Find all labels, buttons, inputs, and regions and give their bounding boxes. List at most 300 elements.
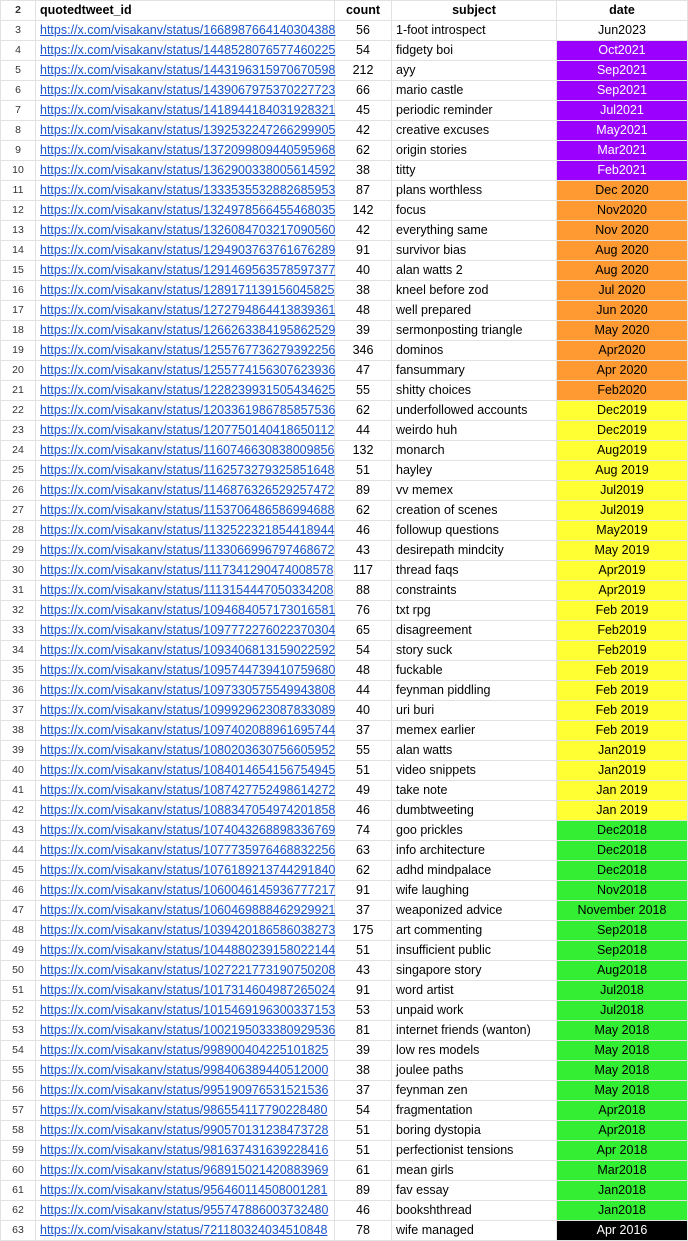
quotedtweet-id-cell[interactable] (36, 121, 335, 141)
quotedtweet-id-cell[interactable] (36, 361, 335, 381)
subject-cell[interactable]: disagreement (392, 621, 557, 641)
tweet-link[interactable]: https://x.com/visakanv/status/1289171139156045825 (40, 283, 335, 297)
tweet-link[interactable]: https://x.com/visakanv/status/1015469196300337153 (40, 1003, 336, 1017)
quotedtweet-id-cell[interactable] (36, 1101, 335, 1121)
row-number[interactable]: 29 (1, 541, 36, 561)
column-header-quotedtweet-id[interactable]: quotedtweet_id (36, 1, 335, 21)
subject-cell[interactable]: txt rpg (392, 601, 557, 621)
subject-cell[interactable]: titty (392, 161, 557, 181)
quotedtweet-id-cell[interactable] (36, 341, 335, 361)
date-cell[interactable]: Mar2021 (557, 141, 688, 161)
count-cell[interactable]: 142 (335, 201, 392, 221)
count-cell[interactable]: 51 (335, 941, 392, 961)
subject-cell[interactable]: bookshthread (392, 1201, 557, 1221)
row-number[interactable]: 52 (1, 1001, 36, 1021)
row-number[interactable]: 43 (1, 821, 36, 841)
quotedtweet-id-cell[interactable] (36, 61, 335, 81)
date-cell[interactable]: Aug2018 (557, 961, 688, 981)
date-cell[interactable]: Feb 2019 (557, 721, 688, 741)
count-cell[interactable]: 51 (335, 1141, 392, 1161)
tweet-link[interactable]: https://x.com/visakanv/status/1162573279325851648 (40, 463, 335, 477)
count-cell[interactable]: 43 (335, 541, 392, 561)
subject-cell[interactable]: vv memex (392, 481, 557, 501)
count-cell[interactable]: 44 (335, 421, 392, 441)
row-number[interactable]: 15 (1, 261, 36, 281)
quotedtweet-id-cell[interactable] (36, 861, 335, 881)
count-cell[interactable]: 212 (335, 61, 392, 81)
date-cell[interactable]: Aug 2020 (557, 241, 688, 261)
row-number[interactable]: 35 (1, 661, 36, 681)
subject-cell[interactable]: wife laughing (392, 881, 557, 901)
count-cell[interactable]: 46 (335, 801, 392, 821)
subject-cell[interactable]: dumbtweeting (392, 801, 557, 821)
date-cell[interactable]: Jul2018 (557, 981, 688, 1001)
subject-cell[interactable]: video snippets (392, 761, 557, 781)
row-number[interactable]: 62 (1, 1201, 36, 1221)
quotedtweet-id-cell[interactable] (36, 621, 335, 641)
row-number[interactable]: 23 (1, 421, 36, 441)
quotedtweet-id-cell[interactable] (36, 501, 335, 521)
subject-cell[interactable]: uri buri (392, 701, 557, 721)
date-cell[interactable]: Jan2018 (557, 1201, 688, 1221)
count-cell[interactable]: 37 (335, 721, 392, 741)
tweet-link[interactable]: https://x.com/visakanv/status/1443196315970670598 (40, 63, 336, 77)
tweet-link[interactable]: https://x.com/visakanv/status/1113154447050334208 (40, 583, 334, 597)
date-cell[interactable]: Apr2018 (557, 1101, 688, 1121)
tweet-link[interactable]: https://x.com/visakanv/status/1392532247266299905 (40, 123, 336, 137)
row-number[interactable]: 16 (1, 281, 36, 301)
tweet-link[interactable]: https://x.com/visakanv/status/1203361986785857536 (40, 403, 336, 417)
date-cell[interactable]: May 2018 (557, 1021, 688, 1041)
count-cell[interactable]: 76 (335, 601, 392, 621)
count-cell[interactable]: 62 (335, 141, 392, 161)
subject-cell[interactable]: internet friends (wanton) (392, 1021, 557, 1041)
date-cell[interactable]: May2021 (557, 121, 688, 141)
date-cell[interactable]: Jul2018 (557, 1001, 688, 1021)
row-number[interactable]: 3 (1, 21, 36, 41)
row-number[interactable]: 22 (1, 401, 36, 421)
row-number[interactable]: 46 (1, 881, 36, 901)
row-number[interactable]: 50 (1, 961, 36, 981)
quotedtweet-id-cell[interactable] (36, 521, 335, 541)
date-cell[interactable]: Jun 2020 (557, 301, 688, 321)
subject-cell[interactable]: feynman zen (392, 1081, 557, 1101)
tweet-link[interactable]: https://x.com/visakanv/status/1324978566455468035 (40, 203, 336, 217)
count-cell[interactable]: 56 (335, 21, 392, 41)
tweet-link[interactable]: https://x.com/visakanv/status/955747886003732480 (40, 1203, 329, 1217)
tweet-link[interactable]: https://x.com/visakanv/status/986554117790228480 (40, 1103, 328, 1117)
quotedtweet-id-cell[interactable] (36, 821, 335, 841)
date-cell[interactable]: Apr2020 (557, 341, 688, 361)
subject-cell[interactable]: dominos (392, 341, 557, 361)
quotedtweet-id-cell[interactable] (36, 701, 335, 721)
tweet-link[interactable]: https://x.com/visakanv/status/1044880239158022144 (40, 943, 336, 957)
date-cell[interactable]: May2019 (557, 521, 688, 541)
quotedtweet-id-cell[interactable] (36, 421, 335, 441)
count-cell[interactable]: 78 (335, 1221, 392, 1241)
date-cell[interactable]: Jul 2020 (557, 281, 688, 301)
count-cell[interactable]: 47 (335, 361, 392, 381)
quotedtweet-id-cell[interactable] (36, 241, 335, 261)
tweet-link[interactable]: https://x.com/visakanv/status/1160746630838009856 (40, 443, 335, 457)
tweet-link[interactable]: https://x.com/visakanv/status/1099929623087833089 (40, 703, 336, 717)
count-cell[interactable]: 40 (335, 261, 392, 281)
subject-cell[interactable]: mean girls (392, 1161, 557, 1181)
tweet-link[interactable]: https://x.com/visakanv/status/1017314604987265024 (40, 983, 336, 997)
row-number[interactable]: 8 (1, 121, 36, 141)
subject-cell[interactable]: memex earlier (392, 721, 557, 741)
count-cell[interactable]: 89 (335, 481, 392, 501)
date-cell[interactable]: Dec2018 (557, 841, 688, 861)
quotedtweet-id-cell[interactable] (36, 1061, 335, 1081)
subject-cell[interactable]: plans worthless (392, 181, 557, 201)
count-cell[interactable]: 91 (335, 981, 392, 1001)
tweet-link[interactable]: https://x.com/visakanv/status/956460114508001281 (40, 1183, 328, 1197)
row-number[interactable]: 5 (1, 61, 36, 81)
row-number[interactable]: 26 (1, 481, 36, 501)
quotedtweet-id-cell[interactable] (36, 301, 335, 321)
date-cell[interactable]: May 2018 (557, 1081, 688, 1101)
subject-cell[interactable]: boring dystopia (392, 1121, 557, 1141)
quotedtweet-id-cell[interactable] (36, 921, 335, 941)
tweet-link[interactable]: https://x.com/visakanv/status/1060046145936777217 (40, 883, 336, 897)
date-cell[interactable]: Feb2019 (557, 641, 688, 661)
count-cell[interactable]: 54 (335, 1101, 392, 1121)
tweet-link[interactable]: https://x.com/visakanv/status/981637431639228416 (40, 1143, 329, 1157)
quotedtweet-id-cell[interactable] (36, 381, 335, 401)
count-cell[interactable]: 44 (335, 681, 392, 701)
quotedtweet-id-cell[interactable] (36, 201, 335, 221)
count-cell[interactable]: 38 (335, 281, 392, 301)
date-cell[interactable]: Jan 2019 (557, 801, 688, 821)
subject-cell[interactable]: insufficient public (392, 941, 557, 961)
count-cell[interactable]: 175 (335, 921, 392, 941)
date-cell[interactable]: Dec2019 (557, 401, 688, 421)
count-cell[interactable]: 51 (335, 461, 392, 481)
count-cell[interactable]: 132 (335, 441, 392, 461)
date-cell[interactable]: Jan2019 (557, 741, 688, 761)
tweet-link[interactable]: https://x.com/visakanv/status/1418944184031928321 (40, 103, 336, 117)
subject-cell[interactable]: goo prickles (392, 821, 557, 841)
count-cell[interactable]: 63 (335, 841, 392, 861)
subject-cell[interactable]: unpaid work (392, 1001, 557, 1021)
row-number[interactable]: 51 (1, 981, 36, 1001)
date-cell[interactable]: Nov 2020 (557, 221, 688, 241)
row-number[interactable]: 63 (1, 1221, 36, 1241)
tweet-link[interactable]: https://x.com/visakanv/status/1095744739410759680 (40, 663, 336, 677)
tweet-link[interactable]: https://x.com/visakanv/status/1255767736279392256 (40, 343, 336, 357)
tweet-link[interactable]: https://x.com/visakanv/status/1074043268898336769 (40, 823, 336, 837)
date-cell[interactable]: Apr2019 (557, 561, 688, 581)
count-cell[interactable]: 61 (335, 1161, 392, 1181)
subject-cell[interactable]: low res models (392, 1041, 557, 1061)
count-cell[interactable]: 55 (335, 381, 392, 401)
row-number[interactable]: 45 (1, 861, 36, 881)
column-header-count[interactable]: count (335, 1, 392, 21)
quotedtweet-id-cell[interactable] (36, 541, 335, 561)
count-cell[interactable]: 46 (335, 1201, 392, 1221)
count-cell[interactable]: 46 (335, 521, 392, 541)
row-number[interactable]: 11 (1, 181, 36, 201)
row-number[interactable]: 25 (1, 461, 36, 481)
date-cell[interactable]: Feb 2019 (557, 661, 688, 681)
date-cell[interactable]: Feb2021 (557, 161, 688, 181)
date-cell[interactable]: May 2019 (557, 541, 688, 561)
count-cell[interactable]: 42 (335, 221, 392, 241)
tweet-link[interactable]: https://x.com/visakanv/status/1272794864413839361 (40, 303, 336, 317)
tweet-link[interactable]: https://x.com/visakanv/status/968915021420883969 (40, 1163, 329, 1177)
quotedtweet-id-cell[interactable] (36, 1121, 335, 1141)
subject-cell[interactable]: perfectionist tensions (392, 1141, 557, 1161)
subject-cell[interactable]: underfollowed accounts (392, 401, 557, 421)
subject-cell[interactable]: feynman piddling (392, 681, 557, 701)
tweet-link[interactable]: https://x.com/visakanv/status/1097330575549943808 (40, 683, 336, 697)
subject-cell[interactable]: focus (392, 201, 557, 221)
row-number[interactable]: 33 (1, 621, 36, 641)
quotedtweet-id-cell[interactable] (36, 1201, 335, 1221)
count-cell[interactable]: 38 (335, 161, 392, 181)
row-number[interactable]: 48 (1, 921, 36, 941)
quotedtweet-id-cell[interactable] (36, 321, 335, 341)
date-cell[interactable]: May 2018 (557, 1061, 688, 1081)
column-header-date[interactable]: date (557, 1, 688, 21)
subject-cell[interactable]: constraints (392, 581, 557, 601)
date-cell[interactable]: Mar2018 (557, 1161, 688, 1181)
count-cell[interactable]: 40 (335, 701, 392, 721)
row-number[interactable]: 57 (1, 1101, 36, 1121)
tweet-link[interactable]: https://x.com/visakanv/status/1133066996797468672 (40, 543, 335, 557)
quotedtweet-id-cell[interactable] (36, 1041, 335, 1061)
date-cell[interactable]: Sep2018 (557, 921, 688, 941)
tweet-link[interactable]: https://x.com/visakanv/status/1117341290474008578 (40, 563, 334, 577)
tweet-link[interactable]: https://x.com/visakanv/status/1207750140418650112 (40, 423, 335, 437)
tweet-link[interactable]: https://x.com/visakanv/status/1333535532882685953 (40, 183, 336, 197)
date-cell[interactable]: Sep2021 (557, 81, 688, 101)
count-cell[interactable]: 87 (335, 181, 392, 201)
count-cell[interactable]: 62 (335, 401, 392, 421)
tweet-link[interactable]: https://x.com/visakanv/status/1087427752498614272 (40, 783, 336, 797)
quotedtweet-id-cell[interactable] (36, 561, 335, 581)
row-number[interactable]: 10 (1, 161, 36, 181)
date-cell[interactable]: Apr2018 (557, 1121, 688, 1141)
quotedtweet-id-cell[interactable] (36, 1161, 335, 1181)
date-cell[interactable]: Jul2021 (557, 101, 688, 121)
subject-cell[interactable]: alan watts 2 (392, 261, 557, 281)
row-number[interactable]: 31 (1, 581, 36, 601)
quotedtweet-id-cell[interactable] (36, 1221, 335, 1241)
row-number[interactable]: 37 (1, 701, 36, 721)
quotedtweet-id-cell[interactable] (36, 281, 335, 301)
subject-cell[interactable]: sermonposting triangle (392, 321, 557, 341)
count-cell[interactable]: 117 (335, 561, 392, 581)
row-number[interactable]: 17 (1, 301, 36, 321)
quotedtweet-id-cell[interactable] (36, 1021, 335, 1041)
count-cell[interactable]: 62 (335, 861, 392, 881)
subject-cell[interactable]: fansummary (392, 361, 557, 381)
quotedtweet-id-cell[interactable] (36, 161, 335, 181)
row-number[interactable]: 4 (1, 41, 36, 61)
row-number[interactable]: 32 (1, 601, 36, 621)
tweet-link[interactable]: https://x.com/visakanv/status/1372099809440595968 (40, 143, 336, 157)
tweet-link[interactable]: https://x.com/visakanv/status/1228239931505434625 (40, 383, 336, 397)
subject-cell[interactable]: joulee paths (392, 1061, 557, 1081)
quotedtweet-id-cell[interactable] (36, 1181, 335, 1201)
quotedtweet-id-cell[interactable] (36, 601, 335, 621)
row-number[interactable]: 49 (1, 941, 36, 961)
date-cell[interactable]: Dec 2020 (557, 181, 688, 201)
subject-cell[interactable]: mario castle (392, 81, 557, 101)
row-number[interactable]: 7 (1, 101, 36, 121)
row-number[interactable]: 59 (1, 1141, 36, 1161)
count-cell[interactable]: 74 (335, 821, 392, 841)
quotedtweet-id-cell[interactable] (36, 401, 335, 421)
tweet-link[interactable]: https://x.com/visakanv/status/1153706486586994688 (40, 503, 335, 517)
row-number[interactable]: 61 (1, 1181, 36, 1201)
count-cell[interactable]: 49 (335, 781, 392, 801)
row-number[interactable]: 40 (1, 761, 36, 781)
quotedtweet-id-cell[interactable] (36, 581, 335, 601)
tweet-link[interactable]: https://x.com/visakanv/status/1097772276022370304 (40, 623, 336, 637)
row-number[interactable]: 19 (1, 341, 36, 361)
row-number[interactable]: 36 (1, 681, 36, 701)
subject-cell[interactable]: info architecture (392, 841, 557, 861)
row-number[interactable]: 38 (1, 721, 36, 741)
count-cell[interactable]: 66 (335, 81, 392, 101)
count-cell[interactable]: 42 (335, 121, 392, 141)
quotedtweet-id-cell[interactable] (36, 721, 335, 741)
tweet-link[interactable]: https://x.com/visakanv/status/1060469888462929921 (40, 903, 336, 917)
count-cell[interactable]: 346 (335, 341, 392, 361)
row-number[interactable]: 55 (1, 1061, 36, 1081)
subject-cell[interactable]: 1-foot introspect (392, 21, 557, 41)
date-cell[interactable]: Dec2019 (557, 421, 688, 441)
count-cell[interactable]: 91 (335, 241, 392, 261)
subject-cell[interactable]: singapore story (392, 961, 557, 981)
tweet-link[interactable]: https://x.com/visakanv/status/1002195033380929536 (40, 1023, 336, 1037)
count-cell[interactable]: 48 (335, 301, 392, 321)
row-number[interactable]: 27 (1, 501, 36, 521)
row-number[interactable]: 60 (1, 1161, 36, 1181)
subject-cell[interactable]: art commenting (392, 921, 557, 941)
count-cell[interactable]: 91 (335, 881, 392, 901)
subject-cell[interactable]: take note (392, 781, 557, 801)
row-number[interactable]: 41 (1, 781, 36, 801)
tweet-link[interactable]: https://x.com/visakanv/status/1093406813159022592 (40, 643, 336, 657)
quotedtweet-id-cell[interactable] (36, 221, 335, 241)
quotedtweet-id-cell[interactable] (36, 841, 335, 861)
row-number[interactable]: 24 (1, 441, 36, 461)
tweet-link[interactable]: https://x.com/visakanv/status/1448528076577460225 (40, 43, 336, 57)
row-number[interactable]: 9 (1, 141, 36, 161)
count-cell[interactable]: 54 (335, 41, 392, 61)
quotedtweet-id-cell[interactable] (36, 141, 335, 161)
quotedtweet-id-cell[interactable] (36, 181, 335, 201)
quotedtweet-id-cell[interactable] (36, 1001, 335, 1021)
date-cell[interactable]: Nov2020 (557, 201, 688, 221)
date-cell[interactable]: Feb2020 (557, 381, 688, 401)
date-cell[interactable]: Feb2019 (557, 621, 688, 641)
quotedtweet-id-cell[interactable] (36, 961, 335, 981)
date-cell[interactable]: Apr 2018 (557, 1141, 688, 1161)
tweet-link[interactable]: https://x.com/visakanv/status/998406389440512000 (40, 1063, 329, 1077)
tweet-link[interactable]: https://x.com/visakanv/status/1294903763761676289 (40, 243, 336, 257)
date-cell[interactable]: November 2018 (557, 901, 688, 921)
date-cell[interactable]: Jun2023 (557, 21, 688, 41)
date-cell[interactable]: Dec2018 (557, 861, 688, 881)
tweet-link[interactable]: https://x.com/visakanv/status/1080203630756605952 (40, 743, 336, 757)
count-cell[interactable]: 37 (335, 901, 392, 921)
tweet-link[interactable]: https://x.com/visakanv/status/990570131238473728 (40, 1123, 329, 1137)
row-number[interactable]: 20 (1, 361, 36, 381)
count-cell[interactable]: 38 (335, 1061, 392, 1081)
count-cell[interactable]: 39 (335, 321, 392, 341)
subject-cell[interactable]: everything same (392, 221, 557, 241)
date-cell[interactable]: Aug 2020 (557, 261, 688, 281)
subject-cell[interactable]: hayley (392, 461, 557, 481)
subject-cell[interactable]: weaponized advice (392, 901, 557, 921)
tweet-link[interactable]: https://x.com/visakanv/status/1255774156307623936 (40, 363, 336, 377)
tweet-link[interactable]: https://x.com/visakanv/status/1027221773190750208 (40, 963, 336, 977)
row-number[interactable]: 54 (1, 1041, 36, 1061)
tweet-link[interactable]: https://x.com/visakanv/status/1326084703217090560 (40, 223, 336, 237)
subject-cell[interactable]: ayy (392, 61, 557, 81)
tweet-link[interactable]: https://x.com/visakanv/status/1266263384195862529 (40, 323, 336, 337)
tweet-link[interactable]: https://x.com/visakanv/status/1088347054974201858 (40, 803, 336, 817)
row-number[interactable]: 18 (1, 321, 36, 341)
subject-cell[interactable]: word artist (392, 981, 557, 1001)
date-cell[interactable]: Sep2018 (557, 941, 688, 961)
count-cell[interactable]: 39 (335, 1041, 392, 1061)
subject-cell[interactable]: fav essay (392, 1181, 557, 1201)
date-cell[interactable]: Jan 2019 (557, 781, 688, 801)
subject-cell[interactable]: weirdo huh (392, 421, 557, 441)
row-number[interactable]: 28 (1, 521, 36, 541)
subject-cell[interactable]: survivor bias (392, 241, 557, 261)
quotedtweet-id-cell[interactable] (36, 941, 335, 961)
count-cell[interactable]: 81 (335, 1021, 392, 1041)
date-cell[interactable]: Jul2019 (557, 481, 688, 501)
row-number[interactable]: 53 (1, 1021, 36, 1041)
count-cell[interactable]: 53 (335, 1001, 392, 1021)
tweet-link[interactable]: https://x.com/visakanv/status/1146876326529257472 (40, 483, 335, 497)
date-cell[interactable]: Apr 2016 (557, 1221, 688, 1241)
count-cell[interactable]: 54 (335, 641, 392, 661)
subject-cell[interactable]: creation of scenes (392, 501, 557, 521)
count-cell[interactable]: 65 (335, 621, 392, 641)
row-number[interactable]: 58 (1, 1121, 36, 1141)
row-number[interactable]: 12 (1, 201, 36, 221)
date-cell[interactable]: Nov2018 (557, 881, 688, 901)
count-cell[interactable]: 89 (335, 1181, 392, 1201)
tweet-link[interactable]: https://x.com/visakanv/status/1084014654156754945 (40, 763, 336, 777)
count-cell[interactable]: 51 (335, 761, 392, 781)
subject-cell[interactable]: fuckable (392, 661, 557, 681)
subject-cell[interactable]: periodic reminder (392, 101, 557, 121)
tweet-link[interactable]: https://x.com/visakanv/status/1362900338005614592 (40, 163, 336, 177)
date-cell[interactable]: Sep2021 (557, 61, 688, 81)
row-number[interactable]: 34 (1, 641, 36, 661)
tweet-link[interactable]: https://x.com/visakanv/status/1097402088961695744 (40, 723, 336, 737)
subject-cell[interactable]: kneel before zod (392, 281, 557, 301)
column-header-subject[interactable]: subject (392, 1, 557, 21)
count-cell[interactable]: 62 (335, 501, 392, 521)
quotedtweet-id-cell[interactable] (36, 1081, 335, 1101)
date-cell[interactable]: Aug 2019 (557, 461, 688, 481)
row-number[interactable]: 42 (1, 801, 36, 821)
subject-cell[interactable]: well prepared (392, 301, 557, 321)
count-cell[interactable]: 43 (335, 961, 392, 981)
row-number[interactable]: 14 (1, 241, 36, 261)
